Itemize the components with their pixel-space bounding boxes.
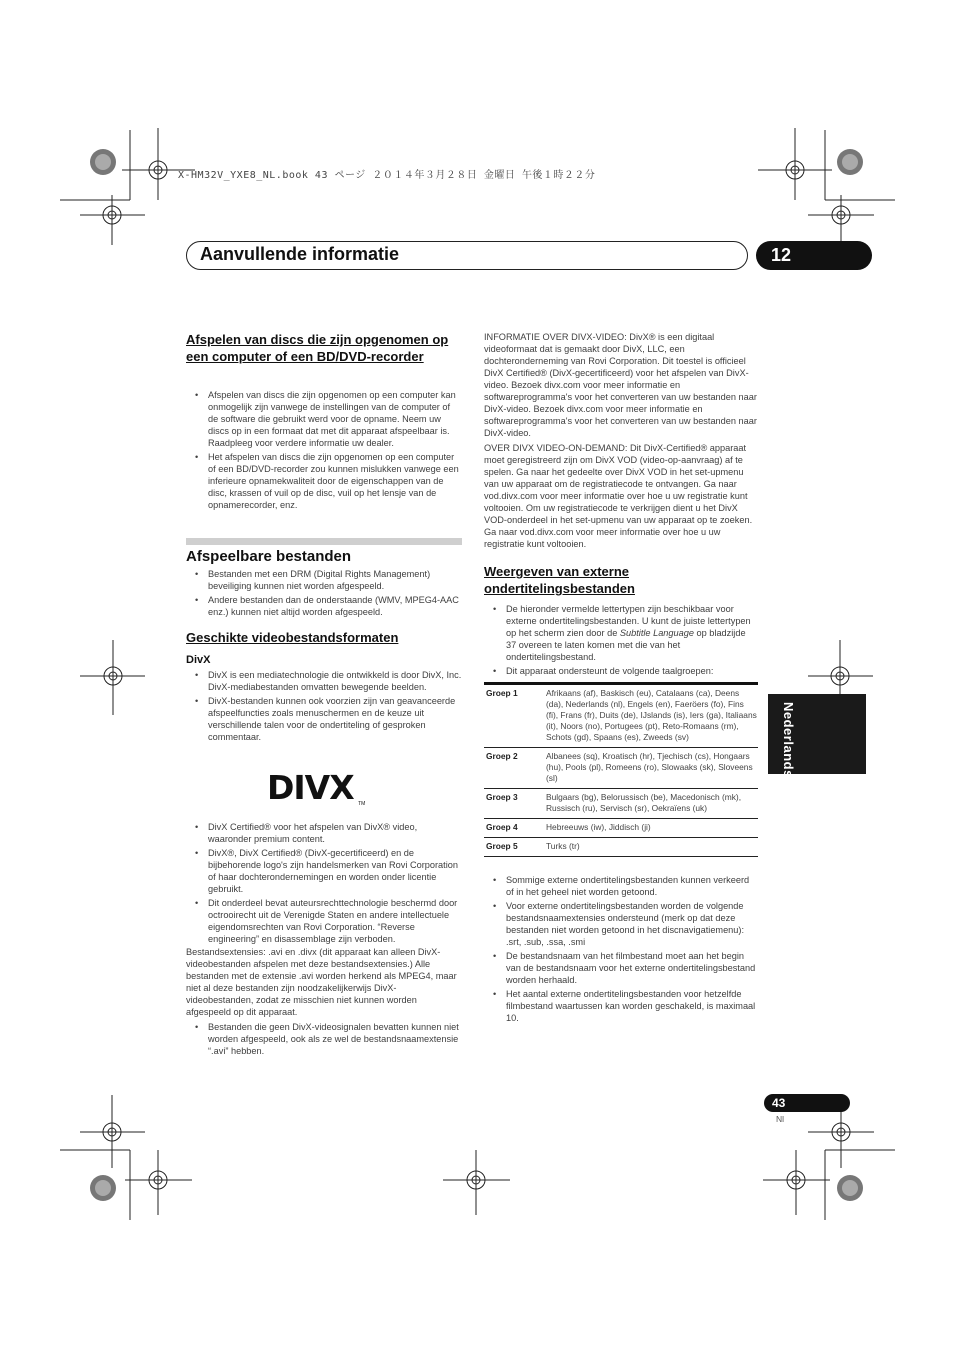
list-item: • Dit onderdeel bevat auteursrechttechnologie beschermd door octrooirecht uit de Verenigde Staten en andere intellectuele eigendomsrechten van Rovi Corporation. “Reverse engineering” en disassemblage zijn verboden. [186,897,462,945]
list-item: • Het afspelen van discs die zijn opgenomen op een computer of een BD/DVD-recorder zou kunnen mislukken vanwege een inferieure opnamekwaliteit door de eigenschappen van de disc, krassen of vuil op de disc, vuil op het lensje van de opnamerecorder, enz. [186,451,462,511]
group-name: Groep 2 [484,748,546,789]
trademark-symbol: TM [358,801,366,807]
list-item: • Bestanden met een DRM (Digital Rights Management) beveiliging kunnen niet worden afgespeeld. [186,568,462,592]
language-code: Nl [776,1114,785,1124]
section-heading-playable-files: Afspeelbare bestanden [186,548,352,565]
divx-about-paragraph: INFORMATIE OVER DIVX-VIDEO: DivX® is een digitaal videoformaat dat is gemaakt door DivX, LLC, een dochteronderneming van Rovi Corporation. Dit toestel is officieel DivX Certified® (DivX-gecertificeerd) voor het afspelen van DivX-video. Bezoek divx.com voor meer informatie en softwareprogramma's voor het converteren van uw bestanden naar DivX-video. Bezoek divx.com voor meer informatie en softwareprogramma's voor het converteren van uw bestanden naar DivX-video. [484,332,757,438]
section-heading-video-formats: Geschikte videobestandsformaten [186,630,399,645]
section-divider [186,538,462,545]
external-subtitles-list [484,603,758,679]
list-item-text: op bladzijde 37 overeen te laten komen met die van het ondertitelingsbestand. [506,628,746,662]
list-item: • Het aantal externe ondertitelingsbestanden voor hetzelfde filmbestand waartussen kan worden geschakeld, is maximaal 10. [484,988,758,1024]
group-name: Groep 1 [484,684,546,748]
group-languages: Hebreeuws (iw), Jiddisch (ji) [546,819,758,838]
page-number: 43 [764,1094,850,1112]
group-name: Groep 4 [484,819,546,838]
list-item: • Afspelen van discs die zijn opgenomen op een computer kan onmogelijk zijn vanwege de instellingen van de computer of de software die gebruikt werd voor de opname. Neem uw discs op in een formaat dat met dit apparaat afspeelbaar is. Raadpleeg voor verdere informatie uw dealer. [186,389,462,449]
list-item: • DivX Certified® voor het afspelen van DivX® video, waaronder premium content. [186,821,462,845]
divx-logo-text: DIVX [267,768,354,807]
section-heading-computer-discs: Afspelen van discs die zijn opgenomen op een computer of een BD/DVD-recorder [186,332,449,364]
page-title: Aanvullende informatie [200,244,400,264]
table-row [484,684,758,748]
extensions-paragraph: Bestandsextensies: .avi en .divx (dit apparaat kan alleen DivX-videobestanden afspelen met deze bestandsextensies.) Alle bestanden met de extensie .avi worden herkend als MPEG4, maar niet al deze bestanden zijn noodzakelijkerwijs DivX-videobestanden, zodat ze misschien niet kunnen worden afgespeeld op dit apparaat. [186,947,457,1017]
divx-vod-paragraph: OVER DIVX VIDEO-ON-DEMAND: Dit DivX-Certified® apparaat moet geregistreerd zijn om DivX VOD (video-op-aanvraag) af te spelen. Ga naar het gedeelte over DivX VOD in het set-upmenu van uw apparaat om de registratiecode te ontvangen. Ga naar vod.divx.com voor meer informatie over hoe u uw registratie kunt voltooien. Om uw registratiecode te verkrijgen dient u het DivX VOD-onderdeel in het set-upmenu van uw apparaat op te zoeken. Ga naar vod.divx.com voor meer informatie over hoe u uw registratie kunt voltooien. [484,443,753,549]
group-languages: Afrikaans (af), Baskisch (eu), Catalaans (ca), Deens (da), Nederlands (nl), Engels (en), Faeröers (fo), Fins (fi), Frans (fr), Duits (de), IJslands (is), Iers (ga), Italiaans (it), Noors (no), Portugees (pt), Reto-Romaans (rm), Schots (gd), Spaans (es), Zweeds (sv) [546,684,758,748]
list-item [484,603,758,663]
group-name: Groep 5 [484,838,546,857]
table-row [484,838,758,857]
print-header: X-HM32V_YXE8_NL.book 43 ページ ２０１４年３月２８日 金曜日 午後１時２２分 [178,170,596,181]
list-item: • Andere bestanden dan de onderstaande (WMV, MPEG4-AAC enz.) kunnen niet altijd worden afgespeeld. [186,594,462,618]
list-item-text: De hieronder vermelde lettertypen zijn beschikbaar voor externe ondertitelingsbestanden. U kunt de juiste lettertypen op het scherm zien door de [506,604,751,638]
group-name: Groep 3 [484,789,546,819]
list-item: • Voor externe ondertitelingsbestanden worden de volgende bestandsnaamextensies ondersteund (merk op dat deze bestanden niet worden getoond in het discnavigatiemenu): .srt, .sub, .ssa, .smi [484,900,758,948]
list-item: • DivX-bestanden kunnen ook voorzien zijn van geavanceerde afspeelfuncties zoals menuschermen en de keuze uit verschillende talen voor de ondertiteling of gesproken commentaar. [186,695,462,743]
divx-logo [267,768,382,807]
subtitle-notes-list [484,874,758,1026]
group-languages: Bulgaars (bg), Belorussisch (be), Macedonisch (mk), Russisch (ru), Servisch (sr), Oekraïens (uk) [546,789,758,819]
computer-discs-list [186,389,462,513]
subtitle-language-setting: Subtitle Language [619,628,694,638]
group-languages: Albanees (sq), Kroatisch (hr), Tjechisch (cs), Hongaars (hu), Pools (pl), Romeens (ro), Slowaaks (sk), Sloveens (sl) [546,748,758,789]
divx-certification-list [186,821,462,947]
list-item: • De bestandsnaam van het filmbestand moet aan het begin van de bestandsnaam voor het externe ondertitelingsbestand worden herhaald. [484,950,758,986]
list-item: • DivX is een mediatechnologie die ontwikkeld is door DivX, Inc. DivX-mediabestanden omvatten bewegende beelden. [186,669,462,693]
list-item: • Sommige externe ondertitelingsbestanden kunnen verkeerd of in het geheel niet worden getoond. [484,874,758,898]
table-row [484,819,758,838]
language-groups-table [484,682,758,857]
list-item: • DivX®, DivX Certified® (DivX-gecertificeerd) en de bijbehorende logo's zijn handelsmerken van Rovi Corporation of haar dochterondernemingen en worden onder licentie gebruikt. [186,847,462,895]
divx-subheading: DivX [186,654,211,666]
playable-files-list [186,568,462,620]
extensions-note-list [186,1021,462,1059]
list-item: • Dit apparaat ondersteunt de volgende taalgroepen: [484,665,758,677]
chapter-badge: 12 [756,241,872,270]
table-row [484,748,758,789]
language-label: Nederlands [781,702,796,778]
section-heading-external-subtitles: Weergeven van externe ondertitelingsbestanden [484,564,635,596]
group-languages: Turks (tr) [546,838,758,857]
divx-list [186,669,462,745]
language-side-tab [768,694,866,778]
table-row [484,789,758,819]
list-item: • Bestanden die geen DivX-videosignalen bevatten kunnen niet worden afgespeeld, ook als ze wel de bestandsnaamextensie “.avi” hebben. [186,1021,462,1057]
